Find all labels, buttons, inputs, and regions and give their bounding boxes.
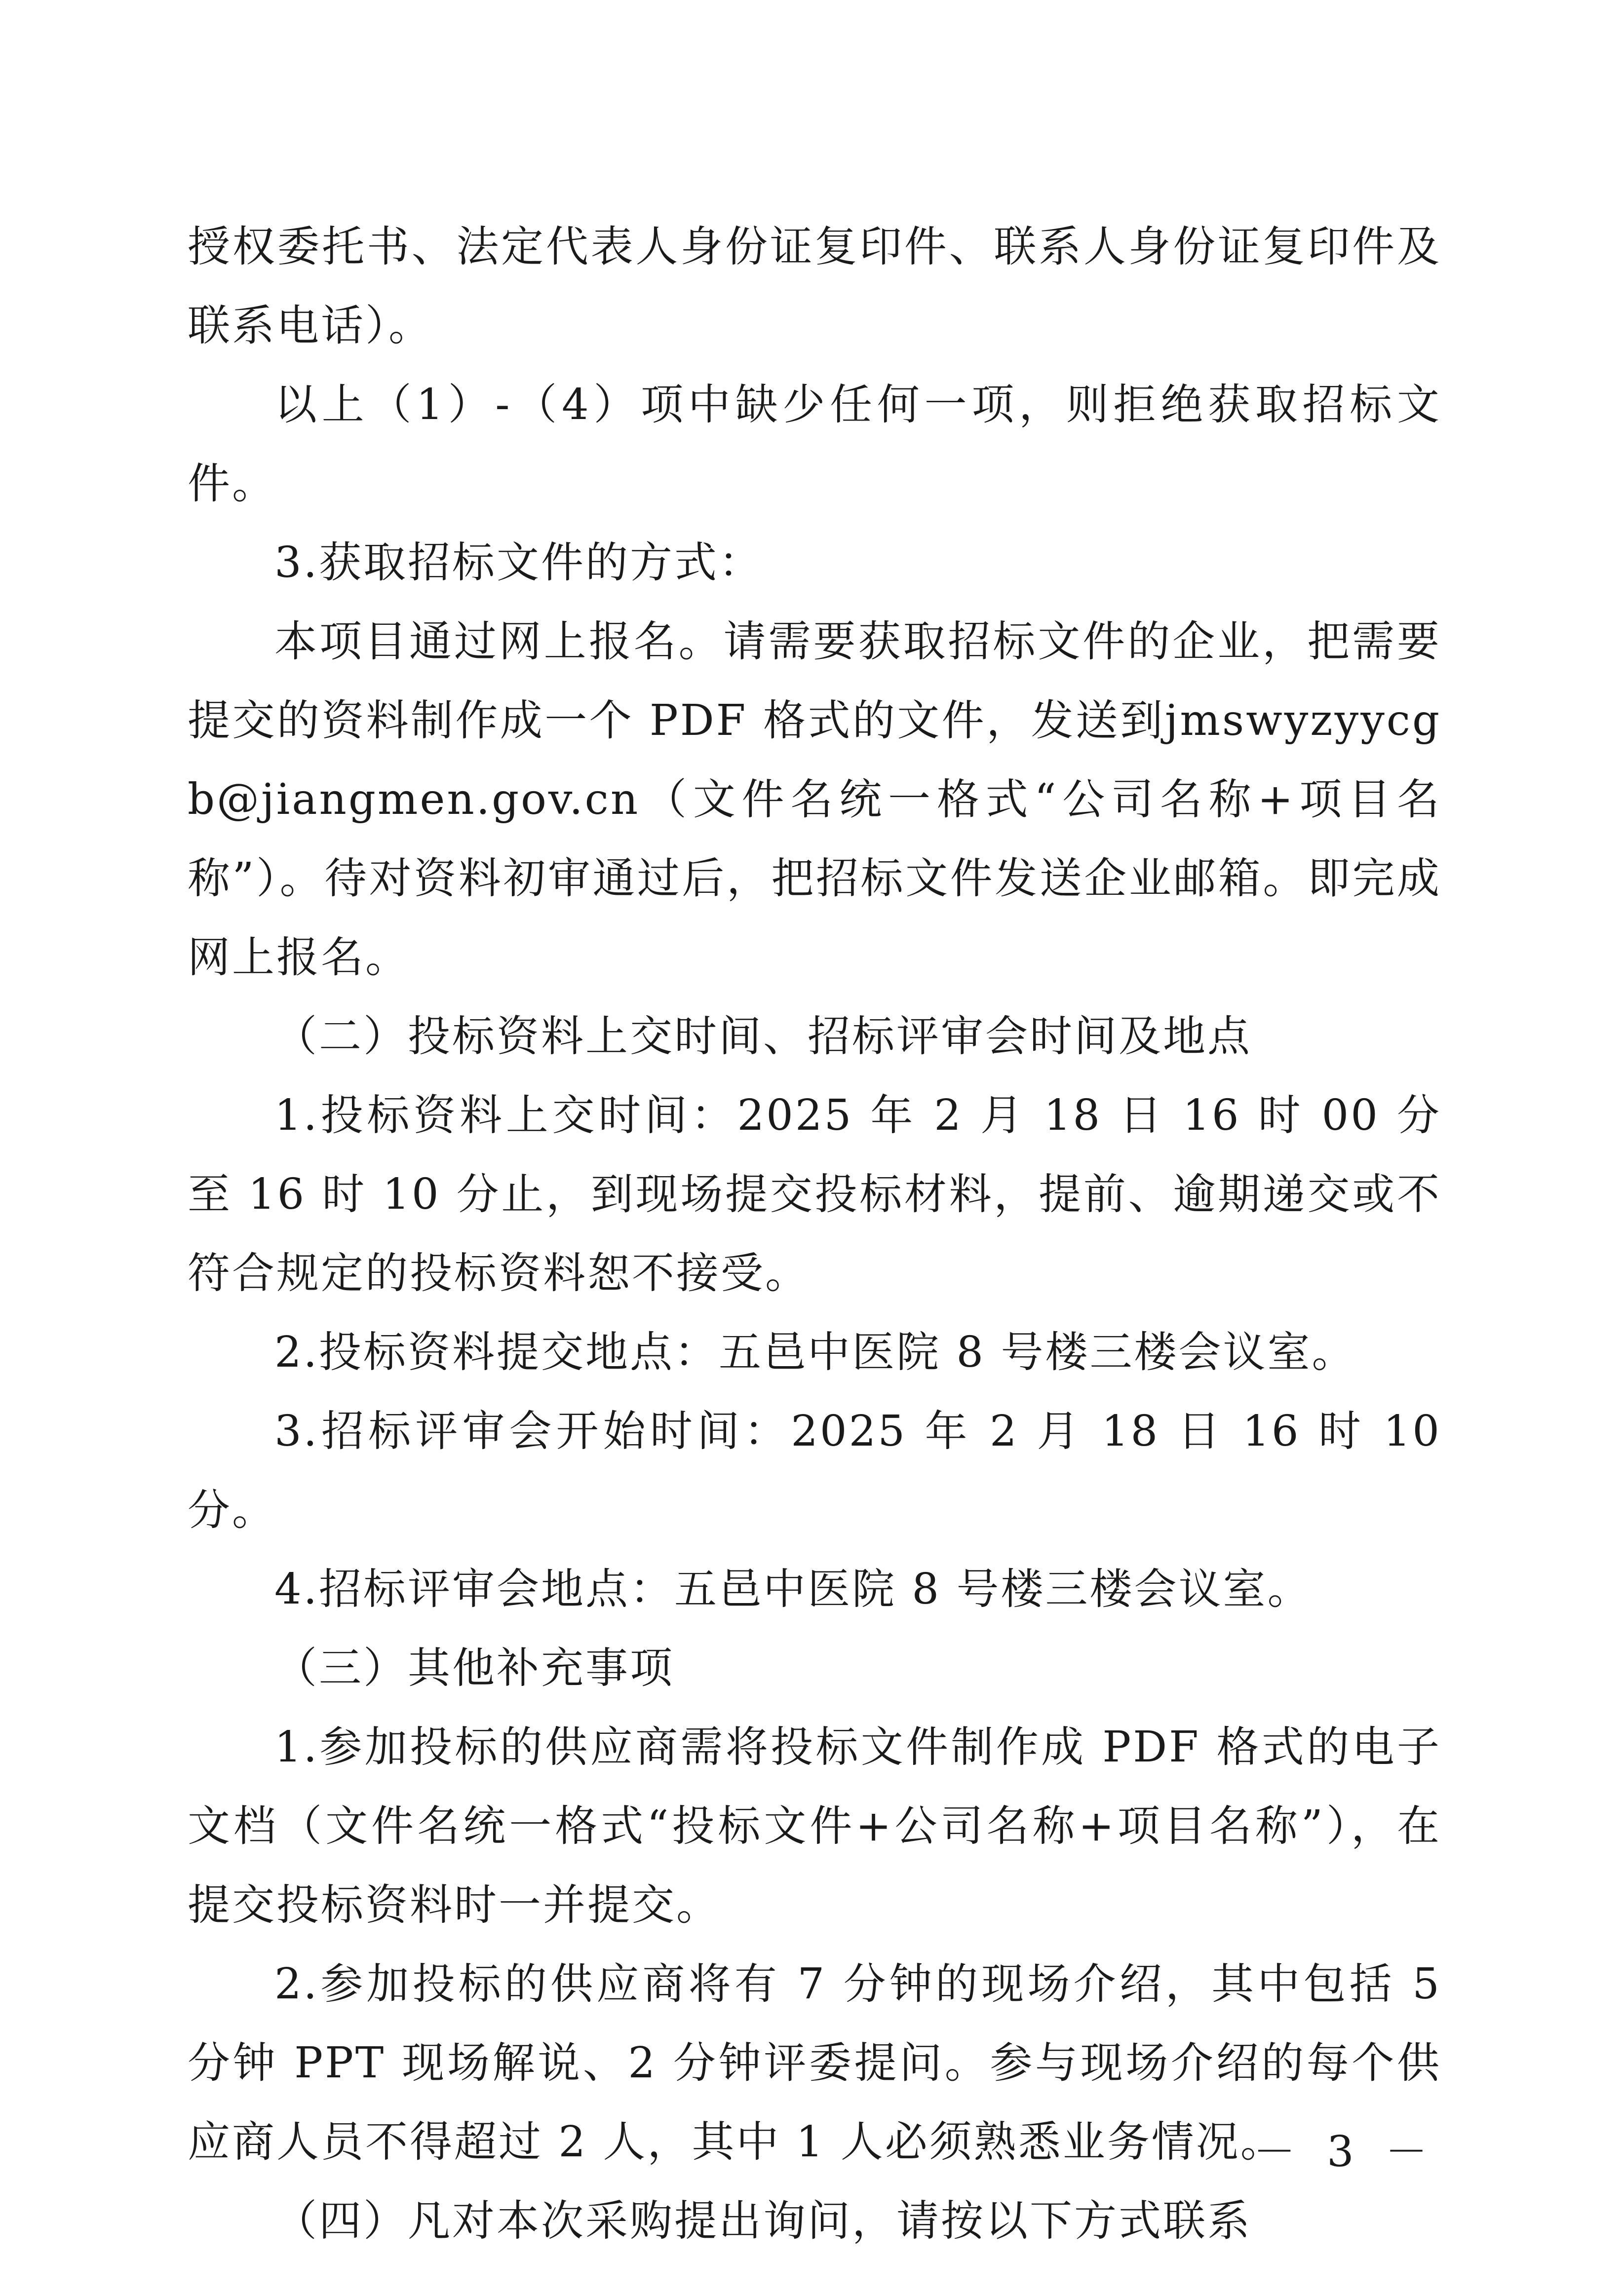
paragraph-review-location: 4.招标评审会地点：五邑中医院 8 号楼三楼会议室。 xyxy=(274,1565,1312,1614)
paragraph-submission-time: 1.投标资料上交时间：2025 年 2 月 18 日 16 时 00 分至 16 时 10 分止，到现场提交投标材料，提前、逾期递交或不符合规定的投标资料恕不接受。 xyxy=(188,1091,1441,1298)
section-heading-other-matters: （三）其他补充事项 xyxy=(274,1644,674,1693)
paragraph-missing-items-rule: 以上（1）-（4）项中缺少任何一项，则拒绝获取招标文件。 xyxy=(188,380,1441,508)
section-heading-inquiries: （四）凡对本次采购提出询问，请按以下方式联系 xyxy=(274,2196,1252,2246)
paragraph-review-start-time: 3.招标评审会开始时间：2025 年 2 月 18 日 16 时 10 分。 xyxy=(188,1407,1441,1535)
paragraph-submission-location: 2.投标资料提交地点：五邑中医院 8 号楼三楼会议室。 xyxy=(274,1328,1356,1377)
paragraph-authorization-docs: 授权委托书、法定代表人身份证复印件、联系人身份证复印件及联系电话）。 xyxy=(188,222,1441,350)
section-heading-submission-time: （二）投标资料上交时间、招标评审会时间及地点 xyxy=(274,1012,1252,1061)
paragraph-obtain-method-title: 3.获取招标文件的方式： xyxy=(274,538,764,587)
document-body xyxy=(188,207,1441,2260)
paragraph-pdf-submission: 1.参加投标的供应商需将投标文件制作成 PDF 格式的电子文档（文件名统一格式“投标文件+公司名称+项目名称”），在提交投标资料时一并提交。 xyxy=(188,1722,1441,1930)
paragraph-online-registration: 本项目通过网上报名。请需要获取招标文件的企业，把需要提交的资料制作成一个 PDF 格式的文件，发送到jmswyzyycgb@jiangmen.gov.cn（文件名统一格式“公司名称+项目名称”）。待对资料初审通过后，把招标文件发送企业邮箱。即完成网上报名。 xyxy=(188,617,1441,982)
paragraph-presentation-rules: 2.参加投标的供应商将有 7 分钟的现场介绍，其中包括 5 分钟 PPT 现场解说、2 分钟评委提问。参与现场介绍的每个供应商人员不得超过 2 人，其中 1 人必须熟悉业务情况。 xyxy=(188,1959,1441,2167)
page-number: － 3 － xyxy=(1253,2127,1436,2177)
